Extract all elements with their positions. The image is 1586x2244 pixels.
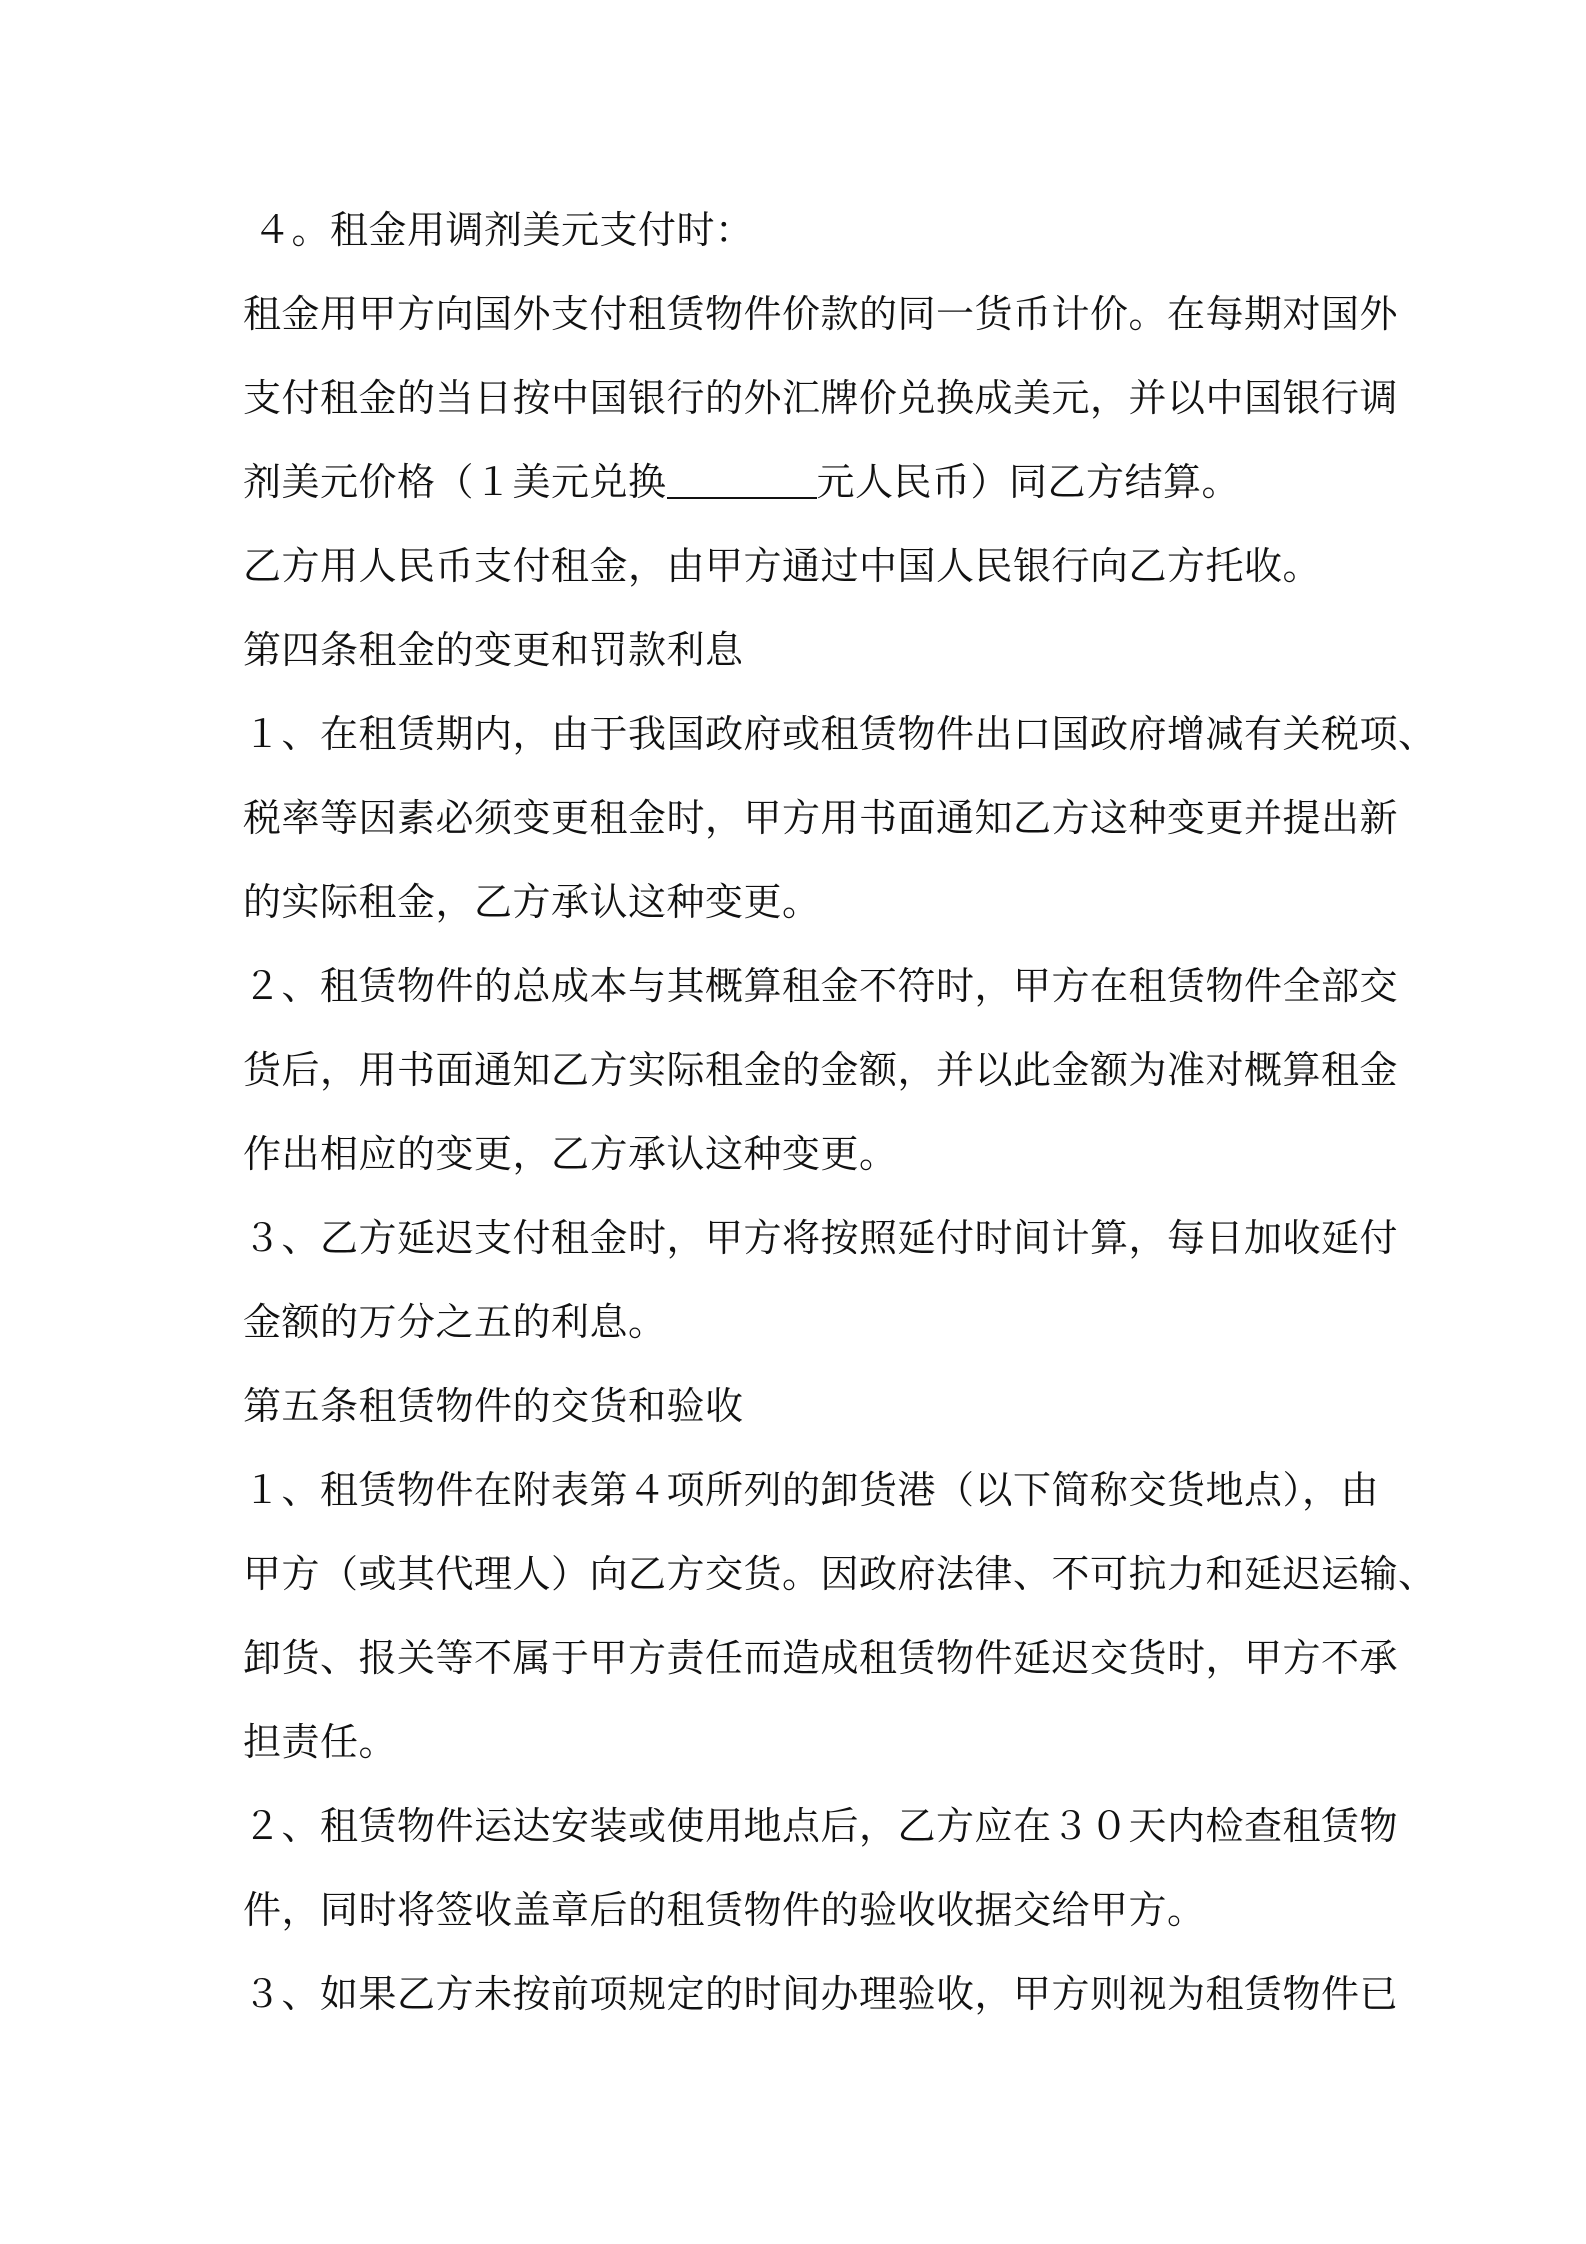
text-line: 件，同时将签收盖章后的租赁物件的验收收据交给甲方。 bbox=[243, 1888, 1206, 1932]
text-line: １、租赁物件在附表第４项所列的卸货港（以下简称交货地点），由 bbox=[243, 1468, 1380, 1512]
section-heading: 第五条租赁物件的交货和验收 bbox=[243, 1384, 744, 1428]
section-heading: 第四条租金的变更和罚款利息 bbox=[243, 628, 744, 672]
text-line: 税率等因素必须变更租金时，甲方用书面通知乙方这种变更并提出新 bbox=[243, 796, 1399, 840]
fill-in-blank bbox=[667, 497, 817, 499]
text-line-with-blank bbox=[243, 457, 1240, 507]
text-fragment: 元人民币）同乙方结算。 bbox=[816, 460, 1241, 504]
text-line: 作出相应的变更，乙方承认这种变更。 bbox=[243, 1132, 898, 1176]
text-line: 租金用甲方向国外支付租赁物件价款的同一货币计价。在每期对国外 bbox=[243, 292, 1399, 336]
text-fragment: 剂美元价格（１美元兑换 bbox=[243, 460, 667, 504]
text-line: 甲方（或其代理人）向乙方交货。因政府法律、不可抗力和延迟运输、 bbox=[243, 1552, 1437, 1596]
text-line: 的实际租金，乙方承认这种变更。 bbox=[243, 880, 821, 924]
text-line: 支付租金的当日按中国银行的外汇牌价兑换成美元，并以中国银行调 bbox=[243, 376, 1399, 420]
text-line: 卸货、报关等不属于甲方责任而造成租赁物件延迟交货时，甲方不承 bbox=[243, 1636, 1399, 1680]
text-line: 担责任。 bbox=[243, 1720, 398, 1764]
text-line: ２、租赁物件运达安装或使用地点后，乙方应在３０天内检查租赁物 bbox=[243, 1804, 1399, 1848]
text-line: ４。租金用调剂美元支付时： bbox=[253, 208, 754, 252]
text-line: ３、如果乙方未按前项规定的时间办理验收，甲方则视为租赁物件已 bbox=[243, 1972, 1399, 2016]
text-line: ３、乙方延迟支付租金时，甲方将按照延付时间计算，每日加收延付 bbox=[243, 1216, 1399, 1260]
text-line: 货后，用书面通知乙方实际租金的金额，并以此金额为准对概算租金 bbox=[243, 1048, 1399, 1092]
text-line: ２、租赁物件的总成本与其概算租金不符时，甲方在租赁物件全部交 bbox=[243, 964, 1399, 1008]
text-line: 乙方用人民币支付租金，由甲方通过中国人民银行向乙方托收。 bbox=[243, 544, 1322, 588]
text-line: 金额的万分之五的利息。 bbox=[243, 1300, 667, 1344]
text-line: １、在租赁期内，由于我国政府或租赁物件出口国政府增减有关税项、 bbox=[243, 712, 1437, 756]
